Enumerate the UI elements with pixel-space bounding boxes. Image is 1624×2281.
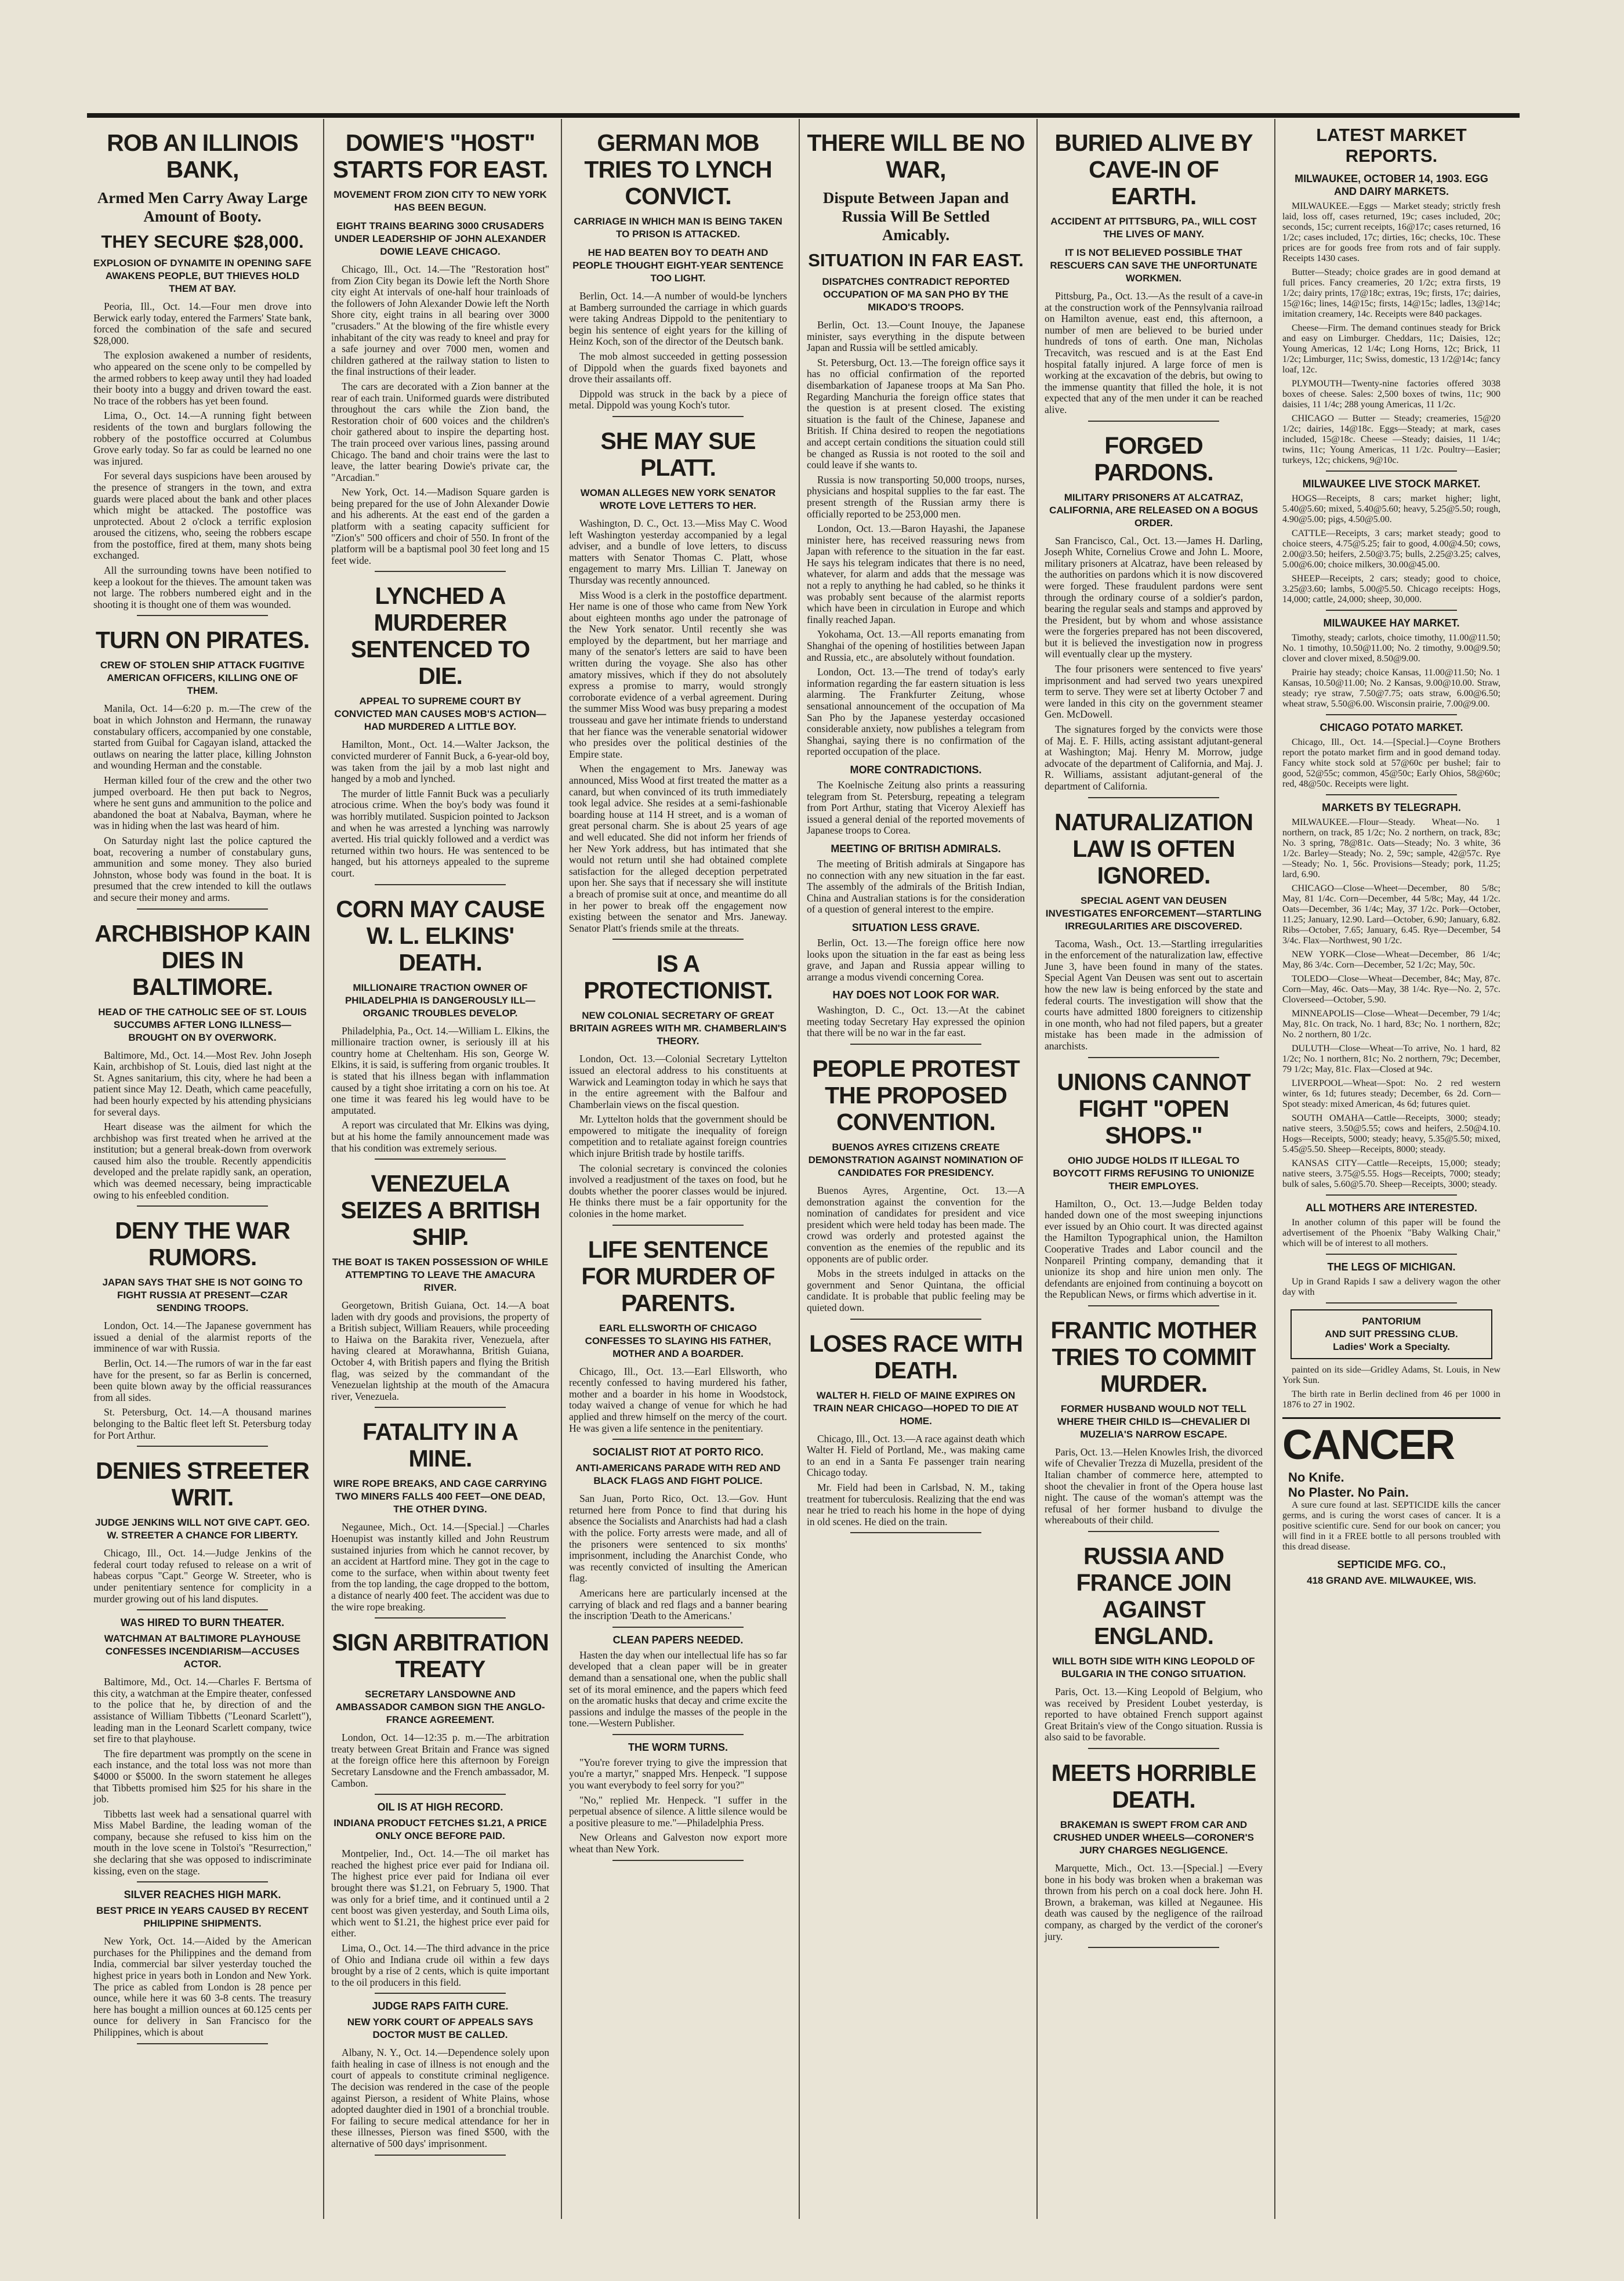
article-paragraph: The fire department was promptly on the scene in each instance, and the total loss was not more than $4000 or $5000. In the sworn statement he alleges that Tibbetts promised him $25 for his share in the job. [93,1747,311,1805]
article-headline: LYNCHED A MURDERER SENTENCED TO DIE. [350,582,530,690]
article [331,1629,549,1789]
article-paragraph: Miss Wood is a clerk in the postoffice department. Her name is one of those who came from New York about eighteen months ago under the patronage of the New York senator. Until recently she was employed by the department, but her marriage and many of the senator's letters are said to have been written during the voyage. She also has other amatory missives, which if they do not absolutely express a promise to marry, would strongly corroborate evidence of a verbal agreement. During the summer Miss Wood was busy preparing a modest trousseau and gave her intimate friends to understand that her fiance was the venerable senatorial widower who presides over the political destinies of the Empire state. [569,589,787,760]
article [569,1236,787,1435]
article-paragraph: The four prisoners were sentenced to five years' imprisonment and had served two years unexpired term to serve. They were set at liberty October 7 and were landed in this city on the government steamer Gen. McDowell. [1045,663,1263,720]
article-paragraph: Berlin, Oct. 13.—The foreign office here now looks upon the situation in the far east as being less grave, and Japan and Russia appear willing to arrange a modus vivendi concerning Corea. [807,936,1025,983]
subsection-heading: SITUATION LESS GRAVE. [851,921,980,933]
article-headline: FRANTIC MOTHER TRIES TO COMMIT MURDER. [1050,1316,1257,1397]
article [1045,1317,1263,1526]
article-deck: MOVEMENT FROM ZION CITY TO NEW YORK HAS BEEN BEGUN. [334,189,547,213]
article-paragraph: Cheese—Firm. The demand continues steady for Brick and easy on Limburger. Cheddars, 11c; Daisies, 12c; Young Americas, 12 1/4c; Long Horns, 12c; Brick, 11 1/2c; Limburger, 11c; Swiss, domestic, 13 1/2@14c; fancy loaf, 12c. [1282,323,1500,375]
article-paragraph: Baltimore, Md., Oct. 14.—Charles F. Bertsma of this city, a watchman at the Empire theater, confessed to the police that he, by direction of and the assistance of William Tibbetts ("Leonard Scarlett"), leading man in the Leonard Scarlett company, twice set fire to that playhouse. [93,1676,311,1745]
article-separator [1326,794,1457,795]
column-4 [803,119,1028,2265]
article-separator [1088,1748,1219,1749]
article-headline: LOSES RACE WITH DEATH. [809,1330,1023,1384]
article-paragraph: SHEEP—Receipts, 2 cars; steady; good to choice, 3.25@3.60; lambs, 5.00@5.50. Chicago receipts: Hogs, 14,000; cattle, 24,000; sheep, 30,000. [1282,574,1500,604]
article [569,1634,787,1729]
article-separator [612,416,744,417]
article-headline: FORGED PARDONS. [1094,432,1213,486]
article-paragraph: Manila, Oct. 14—6:20 p. m.—The crew of the boat in which Johnston and Hermann, the runaway constabulary officers, accompanied by one constable, started from Guibal for Cagayan island, attacked the outlaws on nearing the latter place, killing Johnston and wounding Herman and the constable. [93,703,311,772]
section-heading: WAS HIRED TO BURN THEATER. [120,1617,285,1629]
section-heading: SOCIALIST RIOT AT PORTO RICO. [592,1446,764,1458]
article-separator [137,615,268,616]
article-separator [612,1627,744,1628]
article [93,129,311,610]
article-deck: WALTER H. FIELD OF MAINE EXPIRES ON TRAIN NEAR CHICAGO—HOPED TO DIE AT HOME. [813,1389,1018,1426]
article-paragraph: Lima, O., Oct. 14.—A running fight between residents of the town and burglars following the robbery of the postoffice occurred at Columbus Grove early today. So far as could be learned no one was injured. [93,410,311,467]
article-paragraph: Buenos Ayres, Argentine, Oct. 13.—A demonstration against the convention for the nomination of candidates for president and vice president which were held today has been made. The crowd was orderly and protested against the convention as the enemies of the republic and its opponents are of public order. [807,1185,1025,1265]
article-paragraph: St. Petersburg, Oct. 13.—The foreign office says it has no official confirmation of the reported disembarkation of Japanese troops at Ma San Pho. Regarding Manchuria the foreign office states that the question is at present closed. The existing situation is the fault of the Chinese, Japanese and British. If China desired to reopen the negotiations and accept certain conditions the situation could still be changed as Russia is not rooted to the soil and could leave if she wants to. [807,356,1025,471]
article [93,627,311,903]
section-heading: CLEAN PAPERS NEEDED. [612,1634,744,1646]
article-paragraph: San Francisco, Cal., Oct. 13.—James H. Darling, Joseph White, Cornelius Crowe and John L. Moore, military prisoners at Alcatraz, have been released by the authorities on pardons which it is now discovered were forged. These fraudulent pardons were sent through the ordinary course of a soldier's pardon, bearing the regular seals and stamps and approved by the President, but by whom and whose assistance were the forgeries prepared has not been discovered, but it is believed the investigation now in progress will eventually clear up the mystery. [1045,534,1263,660]
article-paragraph: London, Oct. 13.—The trend of today's early information regarding the far eastern situation is less alarming. The Frankfurter Zeitung, whose sensational announcement of the occupation of Ma San Pho by the Japanese yesterday occasioned considerable anxiety, now publishes a telegram from Shanghai, saying there is no confirmation of the reported occupation of the place. [807,666,1025,758]
article-deck: BRAKEMAN IS SWEPT FROM CAR AND CRUSHED UNDER WHEELS—CORONER'S JURY CHARGES NEGLIGENCE. [1053,1819,1254,1856]
article-paragraph: TOLEDO—Close—Wheat—December, 84c; May, 87c. Corn—May, 46c. Oats—May, 38 1/4c. Rye—No. 2, 57c. Cloverseed—October, 5.90. [1282,974,1500,1005]
section-heading: THE LEGS OF MICHIGAN. [1327,1261,1456,1273]
section-heading: SILVER REACHES HIGH MARK. [124,1889,281,1901]
column-3 [566,119,791,2265]
article-paragraph: Berlin, Oct. 13.—Count Inouye, the Japanese minister, says everything in the dispute between Japan and Russia will be settled amicably. [807,319,1025,354]
article-paragraph: MILWAUKEE.—Flour—Steady. Wheat—No. 1 northern, on track, 85 1/2c; No. 2 northern, on track, 83c; No. 3 spring, 78@81c. Oats—Steady; No. 3 white, 36 1/2c. Barley—Steady; No. 2, 59c; sample, 42@57c. Rye—Steady; No. 1, 56c. Provisions—Steady; pork, 11.25; lard, 6.90. [1282,817,1500,879]
subsection-heading: MORE CONTRADICTIONS. [850,763,982,776]
article [331,896,549,1154]
article-deck: SPECIAL AGENT VAN DEUSEN INVESTIGATES ENFORCEMENT—STARTLING IRREGULARITIES ARE DISCOVERED. [1045,895,1262,932]
article [569,1741,787,1855]
cancer-ad-title: CANCER [1282,1422,1455,1468]
top-rule [87,113,1520,118]
article-deck: MILLIONAIRE TRACTION OWNER OF PHILADELPHIA IS DANGEROUSLY ILL—ORGANIC TROUBLES DEVELOP. [345,982,536,1019]
article-paragraph: St. Petersburg, Oct. 14.—A thousand marines belonging to the Baltic fleet left St. Petersburg today for Port Arthur. [93,1406,311,1441]
article-separator [612,1439,744,1440]
cancer-ad-tag-2: No Plaster. No Pain. [1288,1485,1409,1500]
article [569,1446,787,1622]
article-paragraph: Peoria, Ill., Oct. 14.—Four men drove into Berwick early today, entered the Farmers' State bank, forced the combination of the safe and secured $28,000. [93,300,311,346]
article-separator [850,1319,981,1320]
article-paragraph: London, Oct. 13.—Colonial Secretary Lyttelton issued an electoral address to his constituents at Warwick and Leamington today in which he says that in the entire agreement with the Balfour and Chamberlain views on the fiscal question. [569,1053,787,1110]
article-paragraph: "No," replied Mr. Henpeck. "I suffer in the perpetual absence of silence. A little silence would be a positive pleasure to me."—Philadelphia Press. [569,1794,787,1829]
article-paragraph: Hamilton, O., Oct. 13.—Judge Belden today handed down one of the most sweeping injunctions ever issued by an Ohio court. It was directed against the Hamilton Typographical union, the Hamilton Cooperative Trades and Labor council and the Nonpareil Printing company, demanding that it unionize its shop and hire union men only. The defendants are enjoined from continuing a boycott on the Republican News, or firms which advertise in it. [1045,1197,1263,1301]
article-deck: CREW OF STOLEN SHIP ATTACK FUGITIVE AMERICAN OFFICERS, KILLING ONE OF THEM. [100,660,305,697]
article [331,582,549,879]
article-headline: IS A PROTECTIONIST. [583,950,773,1004]
article-separator [137,1609,268,1610]
article-paragraph: CHICAGO—Close—Wheet—December, 80 5/8c; May, 81 1/4c. Corn—December, 44 5/8c; May, 44 1/2c. Oats—December, 36 1/4c; May, 37 1/2c. Pork—October, 11.25; January, 12.90. Lard—October, 6.90; January, 6.82. Ribs—October, 7.65; January, 6.45. Rye—December, 54 3/4c. Flax—Northwest, 90 1/2c. [1282,884,1500,946]
article-separator [137,2043,268,2044]
article-paragraph: Russia is now transporting 50,000 troops, nurses, physicians and hospital supplies to the far east. The present strength of the Russian army there is officially reported to be 253,000 men. [807,473,1025,520]
section-heading: CHICAGO POTATO MARKET. [1320,722,1463,733]
article-paragraph: DULUTH—Close—Wheat—To arrive, No. 1 hard, 82 1/2c; No. 1 northern, 81c; No. 2 northern, 79c; December, 79 1/2c; May, 81c. Flax—Closed at 94c. [1282,1044,1500,1074]
article-paragraph: The birth rate in Berlin declined from 46 per 1000 in 1876 to 27 in 1902. [1282,1389,1500,1410]
subsection-heading: MEETING OF BRITISH ADMIRALS. [831,842,1001,855]
article-paragraph: Marquette, Mich., Oct. 13.—[Special.] —Every bone in his body was broken when a brakeman was thrown from his perch on a coal dock here. John H. Brown, a brakeman, was killed at Negaunee. His death was caused by the negligence of the railroad company, as charged by the verdict of the coroner's jury. [1045,1862,1263,1942]
article-headline: UNIONS CANNOT FIGHT "OPEN SHOPS." [1057,1068,1250,1149]
article-deck: THE BOAT IS TAKEN POSSESSION OF WHILE ATTEMPTING TO LEAVE THE AMACURA RIVER. [332,1257,549,1294]
article-separator [1326,470,1457,472]
article-paragraph: The meeting of British admirals at Singapore has no connection with any new situation in the far east. The assembly of the admirals of the British Indian, China and Australian stations is for the consideration of a question of general interest to the empire. [807,857,1025,915]
article-deck: INDIANA PRODUCT FETCHES $1.21, A PRICE ONLY ONCE BEFORE PAID. [334,1817,547,1842]
article-paragraph: The mob almost succeeded in getting possession of Dippold when the guards fixed bayonets and drove their assailants off. [569,350,787,385]
article-paragraph: San Juan, Porto Rico, Oct. 13.—Gov. Hunt returned here from Ponce to find that during his absence the Socialists and Anarchists had had a clash with the police. Forty arrests were made, and all of the prisoners were sentenced to six months' imprisonment, including the Anarchist Conde, who was recently convicted of insulting the American flag. [569,1493,787,1584]
section-heading: MILWAUKEE HAY MARKET. [1323,617,1460,629]
article [93,1888,311,2038]
article-deck: APPEAL TO SUPREME COURT BY CONVICTED MAN CAUSES MOB'S ACTION—HAD MURDERED A LITTLE BOY. [334,696,546,733]
article-headline: DENIES STREETER WRIT. [96,1457,309,1511]
article-subhead: Dispute Between Japan and Russia Will Be Settled Amicably. [822,189,1009,244]
article-paragraph: Paris, Oct. 13.—King Leopold of Belgium, who was received by President Loubet yesterday, is reported to have obtained French support against Great Britain's view of the Congo situation. Russia is also said to be favorable. [1045,1686,1263,1743]
article-headline: SIGN ARBITRATION TREATY [332,1629,549,1683]
article-headline: GERMAN MOB TRIES TO LYNCH CONVICT. [584,129,772,209]
article-paragraph: Albany, N. Y., Oct. 14.—Dependence solely upon faith healing in case of illness is not enough and the court of appeals to constitute criminal negligence. The decision was rendered in the case of the people against Pierson, a resident of White Plains, whose adopted daughter died in 1901 of a bronchial trouble. For failing to secure medical attendance for her in these illnesses, Pierson was fined $500, with the alternative of 500 days' imprisonment. [331,2047,549,2150]
article-separator [612,939,744,940]
article-paragraph: HOGS—Receipts, 8 cars; market higher; light, 5.40@5.60; mixed, 5.40@5.60; heavy, 5.25@5.50; rough, 4.90@5.00; pigs, 4.50@5.00. [1282,494,1500,524]
article-paragraph: Chicago, Ill., Oct. 14.—The "Restoration host" from Zion City began its Dowie left the North Shore city eight At intervals of one-half hour trainloads of the followers of John Alexander Dowie left the North Shore city, eight trains in all bearing over 3000 "crusaders." At the blowing of the fire whistle every inhabitant of the city was ready to kneel and pray for a safe journey and over 7000 men, women and children gathered at the railway station to listen to the final instructions of their leader. [331,263,549,378]
article-separator [1326,714,1457,715]
article [569,129,787,411]
article-paragraph: The murder of little Fannit Buck was a peculiarly atrocious crime. When the boy's body was found it was horribly mutilated. Suspicion pointed to Jackson and when he was arrested a lynching was narrowly averted. His trial quickly followed and a verdict was returned within two hours. He was sentenced to be hanged, but his attorneys appealed to the supreme court. [331,787,549,879]
article [1282,1201,1500,1249]
article [331,1170,549,1402]
column-5 [1041,119,1266,2265]
article [1045,1759,1263,1942]
article [93,1616,311,1877]
article-paragraph: The signatures forged by the convicts were those of Maj. E. F. Hills, acting assistant adjutant-general at Washington; Maj. Henry M. Morrow, judge advocate of the department of California, and Maj. J. R. Williams, assistant adjutant-general of the department of California. [1045,723,1263,792]
article-paragraph: Mobs in the streets indulged in attacks on the government and Senor Quintana, the official candidate. It is probable that public feeling may be quieted down. [807,1268,1025,1313]
section-heading: THE WORM TURNS. [628,1741,728,1753]
article-paragraph: Tibbetts last week had a sensational quarrel with Miss Mabel Bardine, the leading woman of the company, because she refused to kiss him on the mouth in the love scene in Tolstoi's "Resurrection," she declaring that she was opposed to indiscriminate kissing, even on the stage. [93,1808,311,1877]
article-paragraph: Negaunee, Mich., Oct. 14.—[Special.] —Charles Hoenupist was instantly killed and John Reustrum sustained injuries from which he cannot recover, by an accident at Hartford mine. They got in the cage to come to the surface, when within about twenty feet from the top landing, the cage dropped to the bottom, a distance of nearly 400 feet. The accident was due to the wire rope breaking. [331,1521,549,1613]
article-paragraph: Montpelier, Ind., Oct. 14.—The oil market has reached the highest price ever paid for Indiana oil. The highest price ever paid for Indiana oil ever brought there was $1.21, on February 5, 1900. That was only for a brief time, and it continued until a 2 cent boost was given yesterday, and South Lima oils, which went to $1.21, the highest price ever paid for either. [331,1848,549,1939]
ad-line: PANTORIUM [1362,1316,1421,1327]
article-deck: FORMER HUSBAND WOULD NOT TELL WHERE THEIR CHILD IS—CHEVALIER DI MUZELIA'S NARROW ESCAPE. [1057,1403,1250,1440]
article-deck: WILL BOTH SIDE WITH KING LEOPOLD OF BULGARIA IN THE CONGO SITUATION. [1052,1656,1255,1680]
article [1045,1543,1263,1743]
article-separator [137,1881,268,1882]
article [569,428,787,934]
article-paragraph: Georgetown, British Guiana, Oct. 14.—A boat laden with dry goods and provisions, the property of a British subject, William Reauers, while proceeding to Haiwa on the Barakita river, Venezuela, after having cleared at Morawhanna, British Guiana, October 4, with British papers and flying the British flag, was seized by the commandant of the Venezuelan lightship at the mouth of the Amacura river, Venezuela. [331,1299,549,1402]
article-separator [375,1794,506,1795]
article-separator [1088,1531,1219,1532]
article-deck: MILITARY PRISONERS AT ALCATRAZ, CALIFORNIA, ARE RELEASED ON A BOGUS ORDER. [1049,491,1258,528]
article-paragraph: Hasten the day when our intellectual life has so far developed that a clean paper will be in greater demand than a sensational one, when the public shall set of its moral eminence, and the papers which feed on the aromatic husks that decay and crime excite the passions and indulge the masses of the people in the tone.—Western Publisher. [569,1649,787,1729]
article-deck: ANTI-AMERICANS PARADE WITH RED AND BLACK FLAGS AND FIGHT POLICE. [575,1462,781,1487]
article-separator [1326,1302,1457,1304]
section-heading: OIL IS AT HIGH RECORD. [377,1801,503,1813]
article-separator [1088,797,1219,798]
section-heading: MILWAUKEE LIVE STOCK MARKET. [1302,478,1481,490]
article-paragraph: Herman killed four of the crew and the other two jumped overboard. He then put back to Negros, where he sent guns and ammunition to the police and abandoned the boat at Nabalva, Bayman, where he was in hiding when the last was heard of him. [93,774,311,832]
article-separator [850,1532,981,1533]
article-secondary-headline: SITUATION IN FAR EAST. [808,250,1024,270]
article [1282,721,1500,790]
article-deck: DISPATCHES CONTRADICT REPORTED OCCUPATION OF MA SAN PHO BY THE MIKADO'S TROOPS. [822,276,1010,313]
article-paragraph: SOUTH OMAHA—Cattle—Receipts, 3000; steady; native steers, 3.50@5.55; cows and heifers, 2.50@4.10. Hogs—Receipts, 5000; steady; heavy, 5.35@5.50; mixed, 5.45@5.50. Sheep—Receipts, 8000; steady. [1282,1113,1500,1154]
article-headline: DOWIE'S "HOST" STARTS FOR EAST. [332,129,548,183]
article-headline: PEOPLE PROTEST THE PROPOSED CONVENTION. [812,1055,1020,1136]
article-separator [375,1617,506,1619]
ad-line: AND SUIT PRESSING CLUB. [1325,1328,1458,1339]
article-deck: IT IS NOT BELIEVED POSSIBLE THAT RESCUERS CAN SAVE THE UNFORTUNATE WORKMEN. [1050,247,1257,284]
article-paragraph: Berlin, Oct. 14.—A number of would-be lynchers at Bamberg surrounded the carriage in which guards were taking Andreas Dippold to the penitentiary to begin his sentence of eight years for the killing of Heinz Koch, son of the director of the Deutsch bank. [569,290,787,347]
article-paragraph: Washington, D. C., Oct. 13.—At the cabinet meeting today Secretary Hay expressed the opinion that there will be no war in the far east. [807,1004,1025,1039]
section-heading: MILWAUKEE, OCTOBER 14, 1903. EGG AND DAIRY MARKETS. [1295,173,1488,197]
article-subhead: Armed Men Carry Away Large Amount of Booty. [97,189,308,225]
article-paragraph: Butter—Steady; choice grades are in good demand at full prices. Fancy creameries, 20 1/2c; extra firsts, 19 1/2c; dairy prints, 17@18c; extras, 19c; firsts, 17c; dairies, 15@16c; lines, 14@15c; firsts, 14@15c; ladles, 13@14c; imitation creamery, 14c. Receipts were 840 packages. [1282,267,1500,319]
article [1045,1069,1263,1301]
article-headline: THERE WILL BE NO WAR, [807,129,1025,183]
article-paragraph: Chicago, Ill., Oct. 14.—[Special.]—Coyne Brothers report the potato market firm and in good demand today. Fancy white stock sold at 57@60c per bushel; fair to good, 52@55c; common, 45@50c; Early Ohios, 58@60c; red, 48@50c. Receipts were light. [1282,737,1500,789]
article [1282,477,1500,605]
column-rule [323,119,324,2219]
article-separator [375,1993,506,1994]
pantorium-ad [1290,1309,1492,1359]
article-separator [1326,1194,1457,1196]
article-paragraph: Pittsburg, Pa., Oct. 13.—As the result of a cave-in at the construction work of the Pennsylvania railroad on Hamilton avenue, east end, this afternoon, a number of men are believed to be buried under hundreds of tons of earth. One man, Nicholas Trecavitch, was rescued and is at the East End hospital fatally injured. A large force of men is working at the excavation of the debris, but owing to the immense quantity that filled the hole, it is not expected that any of the men under it can be reached alive. [1045,290,1263,415]
article [331,1418,549,1613]
article-paragraph: Heart disease was the ailment for which the archbishop was first treated when he arrived at the institution; but a general break-down from overwork caused him also the trouble. Recently appendicitis developed and the prelate rapidly sank, an operation, which was deemed necessary, being impracticable owing to his enfeebled condition. [93,1121,311,1201]
article-paragraph: The cars are decorated with a Zion banner at the rear of each train. Uniformed guards were distributed throughout the cars while the Zion band, the Restoration choir of 600 voices and the children's choir gathered about to inspire the departing host. The train proceed over various lines, passing around Chicago. The band and choir trains were the last to leave, the latter bearing Dowie's private car, the "Arcadian." [331,380,549,483]
article-deck: WATCHMAN AT BALTIMORE PLAYHOUSE CONFESSES INCENDIARISM—ACCUSES ACTOR. [104,1633,301,1670]
article-separator [375,884,506,885]
article-headline: BURIED ALIVE BY CAVE-IN OF EARTH. [1054,129,1253,209]
article-headline: MEETS HORRIBLE DEATH. [1051,1759,1256,1813]
article-separator [137,908,268,910]
article-deck: ACCIDENT AT PITTSBURG, PA., WILL COST THE LIVES OF MANY. [1050,216,1257,240]
article-paragraph: London, Oct. 13.—Baron Hayashi, the Japanese minister here, has received reassuring news from Japan with reference to the situation in the far east. He says his telegram indicates that there is no need, whatever, for alarm and adds that the message was not a reply to anything he had cabled, so he thinks it was probably sent because of the alarmist reports which have been in circulation in Europe and which finally reached Japan. [807,523,1025,625]
article-headline: LIFE SENTENCE FOR MURDER OF PARENTS. [581,1236,775,1316]
article-paragraph: "You're forever trying to give the impression that you're a martyr," snapped Mrs. Henpeck. "I suppose you want everybody to feel sorry for you?" [569,1756,787,1791]
article-deck: WOMAN ALLEGES NEW YORK SENATOR WROTE LOVE LETTERS TO HER. [580,487,776,511]
section-heading: ALL MOTHERS ARE INTERESTED. [1305,1202,1477,1214]
article-paragraph: Americans here are particularly incensed at the carrying of black and red flags and a banner bearing the inscription 'Death to the Americans.' [569,1587,787,1622]
column-1 [90,119,315,2265]
article-separator [612,1225,744,1226]
column-rule [799,119,800,2219]
article-paragraph: The colonial secretary is convinced the colonies involved a readjustment of the taxes on food, but he doubts whether the poorer classes would be injured. He thinks there must be a fair opportunity for the colonies in the home market. [569,1162,787,1220]
article-headline: SHE MAY SUE PLATT. [600,427,756,481]
article-separator [612,1734,744,1735]
article-deck: JUDGE JENKINS WILL NOT GIVE CAPT. GEO. W. STREETER A CHANCE FOR LIBERTY. [95,1517,310,1541]
article-separator [1088,1305,1219,1306]
article-paragraph: New York, Oct. 14.—Madison Square garden is being prepared for the use of John Alexander Dowie and his adherents. At the east end of the garden a platform with a seating capacity sufficient for "Zion's" 500 officers and choir of 550. In front of the platform will be a baptismal pool 30 feet long and 15 feet wide. [331,486,549,566]
article-deck: BUENOS AYRES CITIZENS CREATE DEMONSTRATION AGAINST NOMINATION OF CANDIDATES FOR PRESIDENCY. [808,1142,1024,1179]
article-paragraph: Prairie hay steady; choice Kansas, 11.00@11.50; No. 1 Kansas, 10.50@11.00; No. 2 Kansas, 9.00@10.00. Straw, steady; rye straw, 7.50@7.75; oats straw, 6.00@6.50; wheat straw, 5.50@6.00. Wisconsin prairie, 7.00@9.00. [1282,668,1500,709]
article-deck: EXPLOSION OF DYNAMITE IN OPENING SAFE AWAKENS PEOPLE, BUT THIEVES HOLD THEM AT BAY. [93,258,311,294]
article-paragraph: KANSAS CITY—Cattle—Receipts, 15,000; steady; native steers, 3.75@5.55. Hogs—Receipts, 7000; steady; bulk of sales, 5.60@5.70. Sheep—Receipts, 3000; steady. [1282,1158,1500,1189]
article-paragraph: Tacoma, Wash., Oct. 13.—Startling irregularities in the enforcement of the naturalization law, effective June 3, have been found in many of the states. Special Agent Van Deusen was sent out to ascertain how the new law is being enforced by the state and federal courts. The investigation will show that the courts have admitted 1800 foreigners to citizenship in one month, who had not filed papers, but a greater mistake has been made in the admission of anarchists. [1045,937,1263,1052]
article-headline: ROB AN ILLINOIS BANK, [107,129,298,183]
article-paragraph: All the surrounding towns have been notified to keep a lookout for the thieves. The amount taken was not large. The robbers numbered eight and in the shooting it is thought one of them was wounded. [93,564,311,610]
article [331,2000,549,2149]
article-headline: DENY THE WAR RUMORS. [115,1217,290,1271]
article-paragraph: Yokohama, Oct. 13.—All reports emanating from Shanghai of the opening of hostilities between Japan and Russia, etc., are absolutely without foundation. [807,628,1025,663]
article-paragraph: NEW YORK—Close—Wheat—December, 86 1/4c; May, 86 3/4c. Corn—December, 52 1/2c; May, 50c. [1282,950,1500,970]
article-separator [1088,1947,1219,1948]
subsection-heading: HAY DOES NOT LOOK FOR WAR. [832,989,999,1001]
column-rule [561,119,562,2219]
article [1045,129,1263,416]
article [1045,432,1263,792]
article-paragraph: The Koelnische Zeitung also prints a reassuring telegram from St. Petersburg, repeating a telegram from Port Arthur, stating that Viceroy Alexieff has issued a general denial of the reported movements of Japanese troops to Corea. [807,779,1025,837]
cancer-ad-firm: SEPTICIDE MFG. CO., [1337,1559,1446,1570]
article-paragraph: For several days suspicions have been aroused by the presence of strangers in the town, and extra guards were placed about the bank and other places which might be attacked. The postoffice was unprotected. About 2 o'clock a terrific explosion aroused the citizens, who, seeing the robbers escape from the postoffice, fired at them, many shots being exchanged. [93,470,311,562]
article-deck: NEW YORK COURT OF APPEALS SAYS DOCTOR MUST BE CALLED. [347,2016,534,2041]
article-deck: JAPAN SAYS THAT SHE IS NOT GOING TO FIGHT RUSSIA AT PRESENT—CZAR SENDING TROOPS. [102,1277,303,1314]
article-headline: ARCHBISHOP KAIN DIES IN BALTIMORE. [95,919,310,1000]
article-paragraph: The explosion awakened a number of residents, who appeared on the scene only to be compelled by the armed robbers to keep away until they had loaded their booty into a buggy and driven toward the east. No trace of the robbers has yet been found. [93,349,311,407]
article-separator [1326,1254,1457,1255]
article-separator [1088,1057,1219,1058]
article [93,920,311,1201]
article-paragraph: New Orleans and Galveston now export more wheat than New York. [569,1831,787,1855]
article-paragraph: New York, Oct. 14.—Aided by the American purchases for the Philippines and the demand from India, commercial bar silver yesterday touched the highest price in years both in London and New York. The price as cabled from London is 28 pence per ounce, while here it was 60 3-8 cents. The treasury here has bought a million ounces at 60.125 cents per ounce for delivery in San Francisco for the Philippines, which is about [93,1935,311,2038]
article-headline: NATURALIZATION LAW IS OFTEN IGNORED. [1054,808,1253,889]
ad-line: Ladies' Work a Specialty. [1333,1341,1450,1352]
article-deck: SECRETARY LANSDOWNE AND AMBASSADOR CAMBON SIGN THE ANGLO-FRANCE AGREEMENT. [335,1689,545,1726]
article [1045,809,1263,1052]
article-paragraph: MILWAUKEE.—Eggs — Market steady; strictly fresh laid, loss off, cases returned, 19c; cases included, 20c; seconds, 15c; current receipts, 16@17c; cases returned, 16 1/2c; cases included, 17c; dirties, 16c; checks, 10c. These prices are for goods free from rots and of fair supply. Receipts 1430 cases. [1282,201,1500,263]
article-deck: OHIO JUDGE HOLDS IT ILLEGAL TO BOYCOTT FIRMS REFUSING TO UNIONIZE THEIR EMPLOYES. [1053,1154,1255,1192]
article-headline: CORN MAY CAUSE W. L. ELKINS' DEATH. [336,895,545,976]
column-2 [328,119,553,2265]
article-paragraph: Lima, O., Oct. 14.—The third advance in the price of Ohio and Indiana crude oil within a few days brought by a rise of 2 cents, which is quite important to the oil producers in this field. [331,1942,549,1988]
article-deck: NEW COLONIAL SECRETARY OF GREAT BRITAIN AGREES WITH MR. CHAMBERLAIN'S THEORY. [569,1010,787,1047]
article-separator [137,1446,268,1447]
article-separator [375,1407,506,1408]
article [331,1801,549,1988]
article [1282,1261,1500,1298]
article-paragraph: London, Oct. 14—12:35 p. m.—The arbitration treaty between Great Britain and France was signed at the foreign office here this afternoon by Foreign Secretary Lansdowne and the French ambassador, M. Cambon. [331,1732,549,1789]
article-separator [850,1044,981,1045]
article-deck: HE HAD BEATEN BOY TO DEATH AND PEOPLE THOUGHT EIGHT-YEAR SENTENCE TOO LIGHT. [572,247,784,284]
article-paragraph: Timothy, steady; carlots, choice timothy, 11.00@11.50; No. 1 timothy, 10.50@11.00; No. 2 timothy, 9.00@9.50; clover and clover mixed, 8.50@9.00. [1282,633,1500,664]
article-headline: FATALITY IN A MINE. [362,1418,518,1472]
cancer-ad-tag-1: No Knife. [1288,1470,1344,1485]
cancer-ad-tagline [1288,1467,1409,1500]
article-secondary-headline: THEY SECURE $28,000. [101,231,304,252]
article-paragraph: Mr. Lyttelton holds that the government should be empowered to mitigate the inequality of foreign competition and to retaliate against foreign countries which injure British trade by hostile tariffs. [569,1113,787,1160]
article-headline: VENEZUELA SEIZES A BRITISH SHIP. [340,1170,540,1251]
article-paragraph: In another column of this paper will be found the advertisement of the Phoenix "Baby Walking Chair," which will be of interest to all mothers. [1282,1218,1500,1248]
article [569,950,787,1219]
column-rule [1274,119,1275,2219]
market-title: LATEST MARKET REPORTS. [1316,125,1467,166]
article-deck: CARRIAGE IN WHICH MAN IS BEING TAKEN TO PRISON IS ATTACKED. [574,216,782,240]
article-paragraph: Chicago, Ill., Oct. 13.—Earl Ellsworth, who recently confessed to having murdered his father, mother and a boarder in his home in Woodstock, today waived a change of venue for which he had applied and threw himself on the mercy of the court. He was given a life sentence in the penitentiary. [569,1365,787,1434]
article-paragraph: Paris, Oct. 13.—Helen Knowles Irish, the divorced wife of Chevalier Trezza di Muzella, president of the Italian chamber of commerce here, attempted to shoot the chevalier in front of the Opera house last night. The cause of the woman's attempt was the refusal of her former husband to divulge the whereabouts of their child. [1045,1446,1263,1526]
article-paragraph: On Saturday night last the police captured the boat, recovering a number of constabulary guns, ammunition and some money. They also buried Johnston, whose body was found in the boat. It is presumed that the crew intended to kill the outlaws and secure their money and arms. [93,834,311,903]
article-deck: BEST PRICE IN YEARS CAUSED BY RECENT PHILIPPINE SHIPMENTS. [96,1905,309,1929]
article-separator [1088,421,1219,422]
column-rule [1036,119,1038,2219]
article-paragraph: Baltimore, Md., Oct. 14.—Most Rev. John Joseph Kain, archbishop of St. Louis, died last night at the St. Agnes sanitarium, this city, where he had been a patient since May 12. Death, which came peacefully, had been hourly expected by his attending physicians for several days. [93,1049,311,1118]
article [807,1330,1025,1528]
article [807,1055,1025,1314]
article [331,129,549,566]
article-paragraph: When the engagement to Mrs. Janeway was announced, Miss Wood at first treated the matter as a canard, but when convinced of its truth immediately took legal advice. She resides at a semi-fashionable boarding house at 114 H street, and is a woman of great personal charm. She is about 25 years of age and well educated. She did not inform her friends of her New York address, but has intimated that she would not return until she had obtained complete satisfaction for the alleged deception perpetrated upon her. She says that if necessary she will institute a breach of promise suit at once, and meantime do all in her power to break off the engagement now existing between the senator and Mrs. Janeway. Senator Platt's friends smile at the threats. [569,763,787,934]
article-paragraph: Chicago, Ill., Oct. 14.—Judge Jenkins of the federal court today refused to release on a writ of habeas corpus "Capt." George W. Streeter, who is under penitentiary sentence for complicity in a murder growing out of his land disputes. [93,1547,311,1605]
article-separator [375,1158,506,1160]
article-paragraph: Washington, D. C., Oct. 13.—Miss May C. Wood left Washington yesterday accompanied by a legal adviser, and a bundle of love letters, to discuss matters with Senator Thomas C. Platt, whose engagement to marry Mrs. Lillian T. Janeway on Thursday was recently announced. [569,517,787,586]
article-paragraph: painted on its side—Gridley Adams, St. Louis, in New York Sun. [1282,1365,1500,1385]
section-heading: MARKETS BY TELEGRAPH. [1322,802,1461,813]
section-heading: JUDGE RAPS FAITH CURE. [372,2000,509,2012]
article-paragraph: CHICAGO — Butter — Steady; creameries, 15@20 1/2c; dairies, 14@18c. Eggs—Steady; at mark, cases included, 15@18c. Cheese —Steady; daisies, 11 1/4c; twins, 11c; Young Americas, 11 1/2c. Poultry—Easier; turkeys, 12c; chickens, 9@10c. [1282,414,1500,465]
article-paragraph: Hamilton, Mont., Oct. 14.—Walter Jackson, the convicted murderer of Fannit Buck, a 6-year-old boy, was taken from the jail by a mob last night and hanged by a mob and lynched. [331,738,549,785]
article-paragraph: LIVERPOOL—Wheat—Spot: No. 2 red western winter, 6s 1d; futures steady; December, 6s 2d. Corn—Spot steady: mixed American, 4s 6d; futures quiet. [1282,1078,1500,1109]
article [93,1217,311,1441]
article-separator [612,1860,744,1861]
article-deck: EARL ELLSWORTH OF CHICAGO CONFESSES TO SLAYING HIS FATHER, MOTHER AND A BOARDER. [585,1322,771,1359]
article-paragraph: CATTLE—Receipts, 3 cars; market steady; good to choice steers, 4.75@5.25; fair to good, 4.00@4.50; cows, 2.00@3.50; heifers, 2.50@3.75; bulls, 2.25@3.25; calves, 5.00@6.00; choice milkers, 30.00@45.00. [1282,528,1500,570]
article-separator [137,1205,268,1207]
article-paragraph: Up in Grand Rapids I saw a delivery wagon the other day with [1282,1277,1500,1297]
article [1282,617,1500,709]
article-paragraph: PLYMOUTH—Twenty-nine factories offered 3038 boxes of cheese. Sales: 2,500 boxes of twins, 11c; 900 daisies, 11 1/4c; 288 young Americas, 11 1/2c. [1282,379,1500,410]
article-headline: TURN ON PIRATES. [95,627,310,654]
article-headline: RUSSIA AND FRANCE JOIN AGAINST ENGLAND. [1076,1543,1231,1650]
cancer-ad [1282,1417,1500,1587]
article [807,129,1025,1039]
article-paragraph: London, Oct. 14.—The Japanese government has issued a denial of the alarmist reports of the imminence of war with Russia. [93,1320,311,1355]
article [1282,801,1500,1190]
article-separator [375,571,506,572]
article-separator [375,2155,506,2156]
article-paragraph: Mr. Field had been in Carlsbad, N. M., taking treatment for tuberculosis. Realizing that the end was near he tried to reach his home in the hope of dying in old scenes. He died on the train. [807,1481,1025,1527]
cancer-ad-address: 418 GRAND AVE. MILWAUKEE, WIS. [1307,1575,1476,1586]
article-paragraph: MINNEAPOLIS—Close—Wheat—December, 79 1/4c; May, 81c. On track, No. 1 hard, 83c; No. 1 northern, 82c; No. 2 northern, 80 1/2c. [1282,1009,1500,1040]
article-paragraph: Berlin, Oct. 14.—The rumors of war in the far east have for the present, so far as Berlin is concerned, been quite blown away by the official reassurances from all sides. [93,1357,311,1403]
article-paragraph: A report was circulated that Mr. Elkins was dying, but at his home the family announcement made was that his condition was extremely serious. [331,1119,549,1154]
article [1282,172,1500,466]
column-6 [1279,119,1504,2265]
article-deck: WIRE ROPE BREAKS, AND CAGE CARRYING TWO MINERS FALLS 400 FEET—ONE DEAD, THE OTHER DYING. [333,1478,548,1515]
article-deck: HEAD OF THE CATHOLIC SEE OF ST. LOUIS SUCCUMBS AFTER LONG ILLNESS—BROUGHT ON BY OVERWORK. [98,1006,307,1043]
cancer-ad-text: A sure cure found at last. SEPTICIDE kills the cancer germs, and is curing the worst cases of cancer. It is a positive scientific cure. Send for our book on cancer; you will find in it a FREE bottle to all persons troubled with this dread disease. [1282,1500,1500,1552]
article-paragraph: Philadelphia, Pa., Oct. 14.—William L. Elkins, the millionaire traction owner, is seriously ill at his country home at Cheltenham. His son, George W. Elkins, it is said, is suffering from organic troubles. It is stated that his illness began with inflammation caused by a tight shoe irritating a corn on his toe. At one time it was feared his leg would have to be amputated. [331,1024,549,1116]
article-paragraph: Dippold was struck in the back by a piece of metal. Dippold was young Koch's tutor. [569,388,787,411]
article [93,1457,311,1605]
article-deck: EIGHT TRAINS BEARING 3000 CRUSADERS UNDER LEADERSHIP OF JOHN ALEXANDER DOWIE LEAVE CHICAGO. [334,220,546,257]
article-separator [1326,610,1457,611]
article-paragraph: Chicago, Ill., Oct. 13.—A race against death which Walter H. Field of Portland, Me., was making came to an end in a Santa Fe passenger train nearing Chicago today. [807,1432,1025,1479]
